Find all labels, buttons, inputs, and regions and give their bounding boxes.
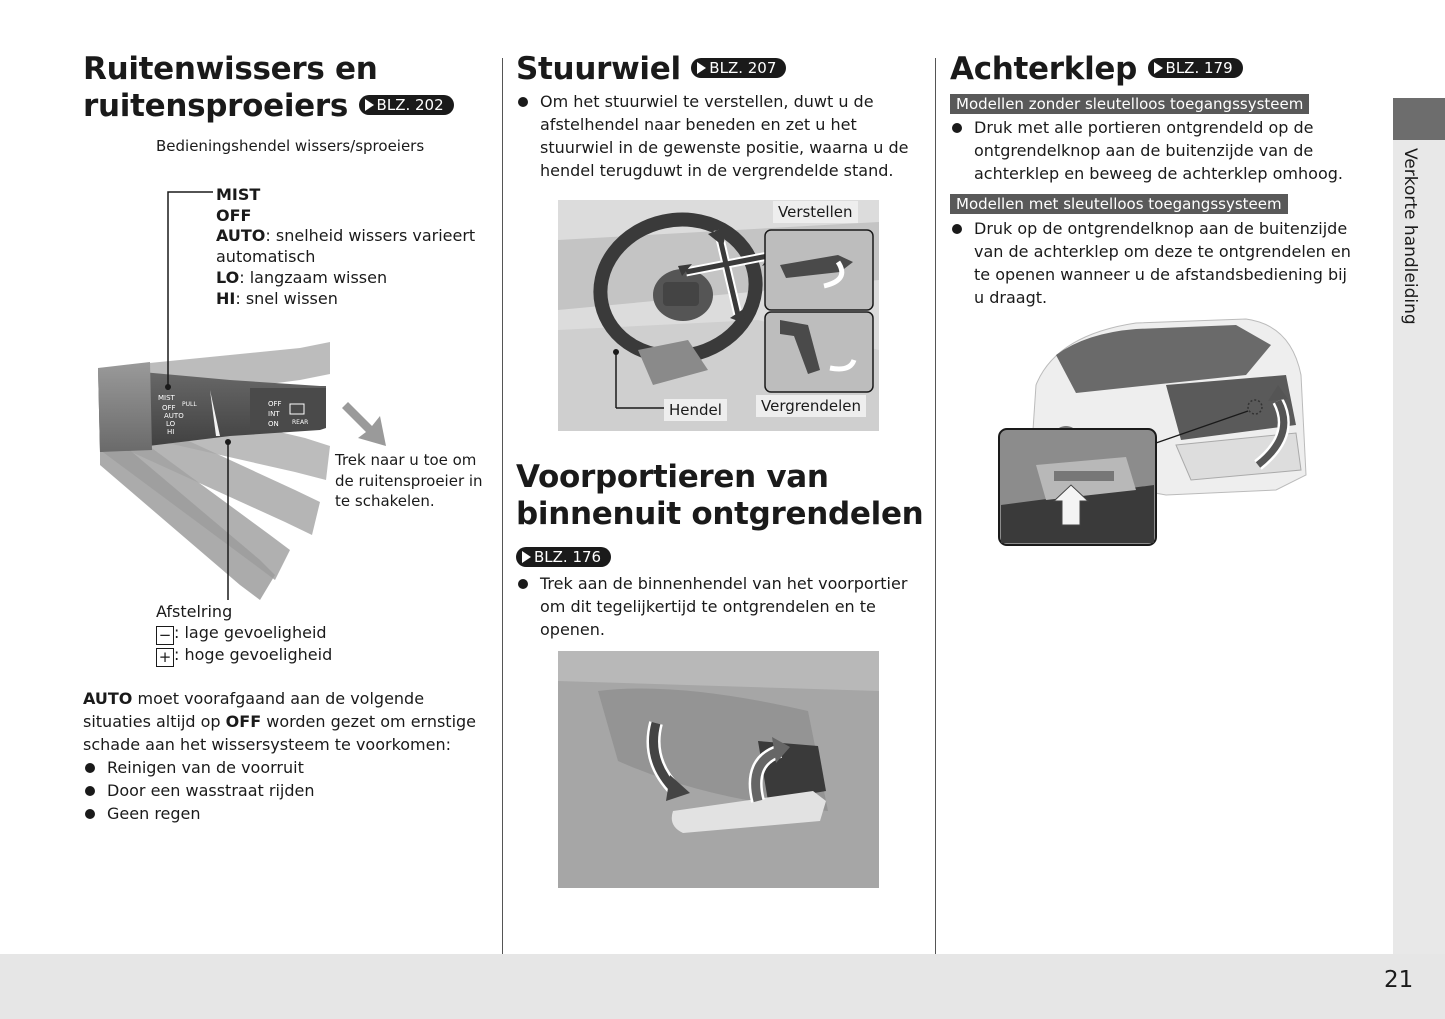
- list-item: Door een wasstraat rijden: [83, 779, 493, 802]
- wipers-title-line2: ruitensproeiers: [83, 88, 349, 124]
- note-part1: moet voorafgaand aan de volgende: [132, 689, 425, 708]
- legend-auto-desc: : snelheid wissers varieert: [265, 226, 476, 246]
- door-line3: openen.: [540, 620, 605, 639]
- arrow-right-icon: [697, 62, 706, 74]
- wipers-title: [83, 51, 454, 125]
- legend-hi-desc: : snel wissen: [235, 288, 338, 308]
- stalk-label-rear: REAR: [292, 419, 309, 426]
- adjust-ring-legend: [156, 602, 332, 667]
- steering-instructions: [516, 90, 926, 182]
- tailgate2-line2: van de achterklep om deze te ontgrendelen en: [974, 242, 1351, 261]
- legend-lo-desc: : langzaam wissen: [239, 267, 388, 287]
- stalk-label-off: OFF: [162, 404, 176, 412]
- doors-page-ref-label: BLZ. 176: [534, 547, 602, 566]
- page-footer: [0, 954, 1445, 1019]
- doors-title: [516, 459, 923, 533]
- list-item: [516, 572, 926, 641]
- legend-mist: MIST: [216, 185, 261, 204]
- tailgate1-line1: Druk met alle portieren ontgrendeld op de: [974, 118, 1314, 137]
- page-number: 21: [1384, 967, 1414, 993]
- tailgate-page-ref[interactable]: [1148, 58, 1243, 78]
- tag-with-keyless: [950, 194, 1288, 214]
- note-part2: situaties altijd op: [83, 712, 226, 731]
- minus-icon: −: [156, 626, 174, 645]
- side-tab-marker: [1393, 98, 1445, 140]
- door-instructions: [516, 572, 926, 641]
- legend-lo: LO: [216, 267, 240, 287]
- tailgate-illustration: [996, 315, 1311, 550]
- door-line1: Trek aan de binnenhendel van het voorportier: [540, 574, 908, 593]
- wiper-diagram-caption: Bedieningshendel wissers/sproeiers: [156, 137, 425, 155]
- tailgate-title: [950, 51, 1243, 88]
- list-item: [950, 116, 1360, 185]
- ring-minus-desc: : lage gevoeligheid: [174, 622, 327, 642]
- list-item: Geen regen: [83, 802, 493, 825]
- column-divider-1: [502, 58, 503, 954]
- tag-with-keyless-label: Modellen met sleutelloos toegangssysteem: [950, 194, 1288, 214]
- steering-page-ref[interactable]: [691, 58, 786, 78]
- list-item: [516, 90, 926, 182]
- pull-instruction-line2: de ruitensproeier in: [335, 471, 483, 490]
- stalk-label-mist: MIST: [158, 394, 175, 402]
- arrow-right-icon: [522, 551, 531, 563]
- tailgate2-line1: Druk op de ontgrendelknop aan de buitenzijde: [974, 219, 1348, 238]
- legend-off: OFF: [216, 205, 252, 225]
- tag-without-keyless-label: Modellen zonder sleutelloos toegangssysteem: [950, 94, 1309, 114]
- wipers-page-ref[interactable]: [359, 95, 454, 115]
- column-divider-2: [935, 58, 936, 954]
- list-item: Reinigen van de voorruit: [83, 756, 493, 779]
- note-part3: worden gezet om ernstige: [261, 712, 477, 731]
- situation-list: [83, 756, 493, 825]
- pull-instruction: [335, 450, 483, 512]
- steering-title: [516, 51, 786, 88]
- door-line2: om dit tegelijkertijd te ontgrendelen en te: [540, 597, 876, 616]
- tailgate1-line3: achterklep en beweeg de achterklep omhoog.: [974, 164, 1343, 183]
- stalk-label-lo: LO: [166, 420, 176, 428]
- tailgate2-line3: te openen wanneer u de afstandsbediening bij: [974, 265, 1347, 284]
- label-adjust: Verstellen: [773, 201, 858, 223]
- stalk-label-on: ON: [268, 420, 279, 428]
- steering-page-ref-label: BLZ. 207: [709, 58, 777, 77]
- doors-page-ref[interactable]: [516, 547, 611, 567]
- steering-title-text: Stuurwiel: [516, 51, 681, 87]
- pull-instruction-line1: Trek naar u toe om: [335, 451, 477, 469]
- steering-line2: afstelhendel naar beneden en zet u het: [540, 115, 857, 134]
- auto-warning-note: [83, 687, 493, 825]
- door-handle-illustration: [558, 651, 879, 888]
- arrow-right-icon: [1154, 62, 1163, 74]
- tag-without-keyless: [950, 94, 1309, 114]
- tailgate-instructions-2: [950, 217, 1360, 309]
- ring-plus-desc: : hoge gevoeligheid: [174, 644, 333, 664]
- label-lock: Vergrendelen: [756, 395, 866, 417]
- wiper-stalk-illustration: [90, 190, 490, 610]
- tailgate1-line2: ontgrendelknop aan de buitenzijde van de: [974, 141, 1314, 160]
- label-lever: Hendel: [664, 399, 727, 421]
- legend-hi: HI: [216, 288, 236, 308]
- wipers-page-ref-label: BLZ. 202: [376, 95, 444, 114]
- steering-line3: stuurwiel in de gewenste positie, waarna u de: [540, 138, 909, 157]
- note-off: OFF: [225, 712, 262, 731]
- legend-auto-desc2: automatisch: [216, 247, 316, 267]
- legend-auto: AUTO: [216, 226, 266, 246]
- note-part4: schade aan het wissersysteem te voorkomen:: [83, 735, 452, 754]
- tailgate2-line4: u draagt.: [974, 288, 1048, 307]
- doors-title-line1: Voorportieren van: [516, 459, 829, 495]
- side-tab-label: Verkorte handleiding: [1400, 148, 1420, 325]
- tailgate-instructions-1: [950, 116, 1360, 185]
- doors-ref-wrap: [516, 546, 611, 567]
- wipers-title-line1: Ruitenwissers en: [83, 51, 378, 87]
- stalk-label-hi: HI: [167, 428, 175, 436]
- note-auto: AUTO: [83, 689, 133, 708]
- stalk-label-auto: AUTO: [164, 412, 184, 420]
- tailgate-title-text: Achterklep: [950, 51, 1138, 87]
- plus-icon: +: [156, 648, 174, 667]
- stalk-label-int: INT: [268, 410, 280, 418]
- tailgate-page-ref-label: BLZ. 179: [1165, 58, 1233, 77]
- doors-title-line2: binnenuit ontgrendelen: [516, 496, 924, 532]
- steering-line1: Om het stuurwiel te verstellen, duwt u de: [540, 92, 874, 111]
- adjust-ring-label: Afstelring: [156, 602, 233, 621]
- steering-line4: hendel terugduwt in de vergrendelde stand.: [540, 161, 894, 180]
- pull-instruction-line3: te schakelen.: [335, 492, 435, 510]
- list-item: [950, 217, 1360, 309]
- stalk-label-pull: PULL: [182, 401, 197, 408]
- stalk-label-off2: OFF: [268, 400, 282, 408]
- arrow-right-icon: [365, 99, 374, 111]
